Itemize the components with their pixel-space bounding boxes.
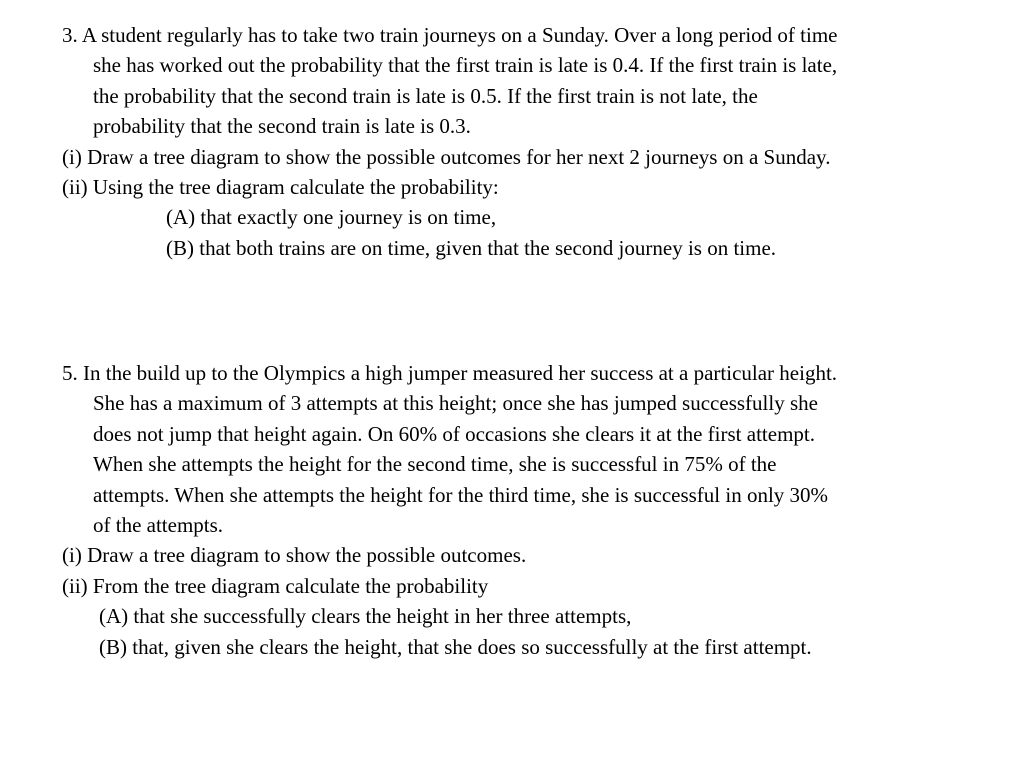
question-3-line-2: she has worked out the probability that the first train is late is 0.4. If the first train is late, [93,53,838,78]
question-5-part-a: (A) that she successfully clears the height in her three attempts, [99,604,632,629]
question-5-line-5: attempts. When she attempts the height for the third time, she is successful in only 30% [93,482,829,507]
question-5-part-ii: (ii) From the tree diagram calculate the probability [62,573,489,598]
question-3-line-1: 3. A student regularly has to take two train journeys on a Sunday. Over a long period of time [62,23,838,47]
question-3-part-b: (B) that both trains are on time, given that the second journey is on time. [166,235,777,260]
question-5-part-b: (B) that, given she clears the height, that she does so successfully at the first attempt. [99,634,812,659]
question-5 [62,358,1022,662]
question-3-part-ii: (ii) Using the tree diagram calculate the probability: [62,175,499,200]
question-5-line-2: She has a maximum of 3 attempts at this height; once she has jumped successfully she [93,391,818,416]
question-5-line-3: does not jump that height again. On 60% of occasions she clears it at the first attempt. [93,421,815,446]
question-5-part-i: (i) Draw a tree diagram to show the possible outcomes. [62,543,527,568]
question-3 [62,20,1022,263]
question-3-line-4: probability that the second train is late is 0.3. [93,114,471,139]
question-5-line-1: 5. In the build up to the Olympics a high jumper measured her success at a particular height. [62,361,838,385]
question-3-part-i: (i) Draw a tree diagram to show the possible outcomes for her next 2 journeys on a Sunday. [62,144,831,169]
question-3-part-a: (A) that exactly one journey is on time, [166,205,497,230]
question-5-line-6: of the attempts. [93,513,224,538]
question-5-line-4: When she attempts the height for the second time, she is successful in 75% of the [93,452,777,477]
question-3-line-3: the probability that the second train is late is 0.5. If the first train is not late, the [93,83,758,108]
